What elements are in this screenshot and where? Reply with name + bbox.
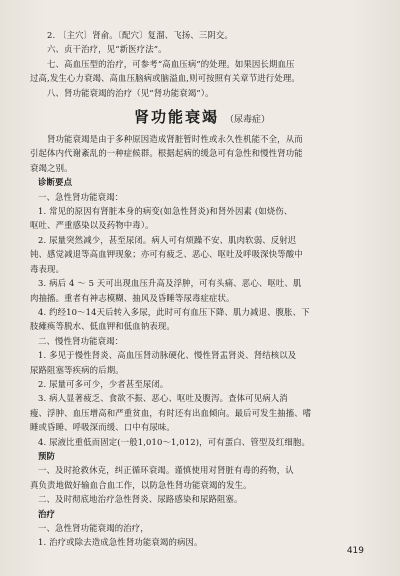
text-line: 六、贞干治疗，见“新医疗法”。 (47, 44, 167, 55)
text-line: 二、及时彻底地治疗急性肾炎、尿路感染和尿路阻塞。 (38, 494, 243, 505)
text-line: 肉抽搐。重者有神志模糊、抽风及昏睡等尿毒症症状。 (30, 292, 235, 303)
treatment-heading: 治疗 (38, 508, 56, 519)
text-line: 3. 病人显著疲乏、食欲不振、恶心、呕吐及腹泻。查体可见病人消 (38, 393, 288, 404)
text-line: 2. 尿量可多可少，少者甚至尿闭。 (38, 378, 169, 389)
text-line: 1. 常见的原因有肾脏本身的病变(如急性肾炎)和肾外因素 (如烧伤、 (38, 206, 293, 217)
text-line: 过高,发生心力衰竭、高血压脑病或脑溢血,则可按照有关章节进行处理。 (30, 73, 300, 84)
text-line: 七、高血压型的治疗，可参考“高血压病”的处理。如果因长期血压 (47, 58, 295, 69)
section-subtitle: （尿毒症） (225, 115, 271, 126)
intro-line: 引起体内代谢紊乱的一种症候群。根据起病的缓急可有急性和慢性肾功能 (30, 148, 303, 159)
text-line: 尿路阻塞等疾病的后期。 (30, 364, 124, 375)
text-line: 一、及时抢救休克，纠正循环衰竭。谨慎使用对肾脏有毒的药物，认 (38, 465, 294, 476)
intro-line: 衰竭之别。 (30, 162, 73, 173)
text-line: 瘦、浮肿、血压增高和严重贫血，有时还有出血倾向。最后可发生抽搐、嗜 (30, 407, 312, 418)
text-line: 钝、感觉减退等高血钾现象；亦可有疲乏、恶心、呕吐及呼吸深快等酸中 (30, 249, 303, 260)
text-line: 一、急性肾功能衰竭的治疗， (38, 523, 149, 533)
page-number: 419 (346, 546, 364, 556)
acute-heading: 一、急性肾功能衰竭： (38, 191, 124, 202)
text-line: 睡或昏睡、呼吸深而缓、口中有尿味。 (30, 422, 175, 433)
text-line: 1. 治疗或除去造成急性肾功能衰竭的病因。 (38, 537, 203, 548)
text-line: 2. 〔主穴〕肾俞。〔配穴〕复溜、飞扬、三阴交。 (47, 30, 233, 40)
text-line: 呕吐、严重感染以及药物中毒）。 (30, 220, 154, 231)
text-line: 八、肾功能衰竭的治疗（见“肾功能衰竭”）。 (47, 87, 214, 98)
text-line: 4. 约经10～14天后转入多尿，此时可有血压下降、肌力减退、腹胀、下 (38, 306, 310, 317)
text-line: 4. 尿液比重低而固定(一般1,010～1,012)，可有蛋白、管型及红细胞。 (38, 436, 310, 447)
diagnosis-heading: 诊断要点 (38, 177, 73, 188)
text-line: 肢瘫痪等脱水、低血钾和低血钠表现。 (30, 321, 175, 332)
section-heading (30, 106, 374, 128)
text-line: 1. 多见于慢性肾炎、高血压肾动脉硬化、慢性肾盂肾炎、肾结核以及 (38, 350, 297, 361)
intro-line: 肾功能衰竭是由于多种原因造成肾脏暂时性或永久性机能不全，从而 (47, 134, 303, 145)
text-line: 3. 病后 4 ～ 5 天可出现血压升高及浮肿，可有头痛、恶心、呕吐、肌 (38, 278, 302, 289)
text-line: 真负责地做好输血合血工作，以防急性肾功能衰竭的发生。 (30, 479, 252, 490)
text-line: 2. 尿量突然减少，甚至尿闭。病人可有烦躁不安、肌肉软弱、反射迟 (38, 234, 297, 245)
section-title: 肾功能衰竭 (133, 108, 219, 127)
text-line: 毒表现。 (30, 263, 65, 274)
chronic-heading: 二、慢性肾功能衰竭： (38, 335, 124, 346)
prevention-heading: 预防 (38, 450, 56, 461)
